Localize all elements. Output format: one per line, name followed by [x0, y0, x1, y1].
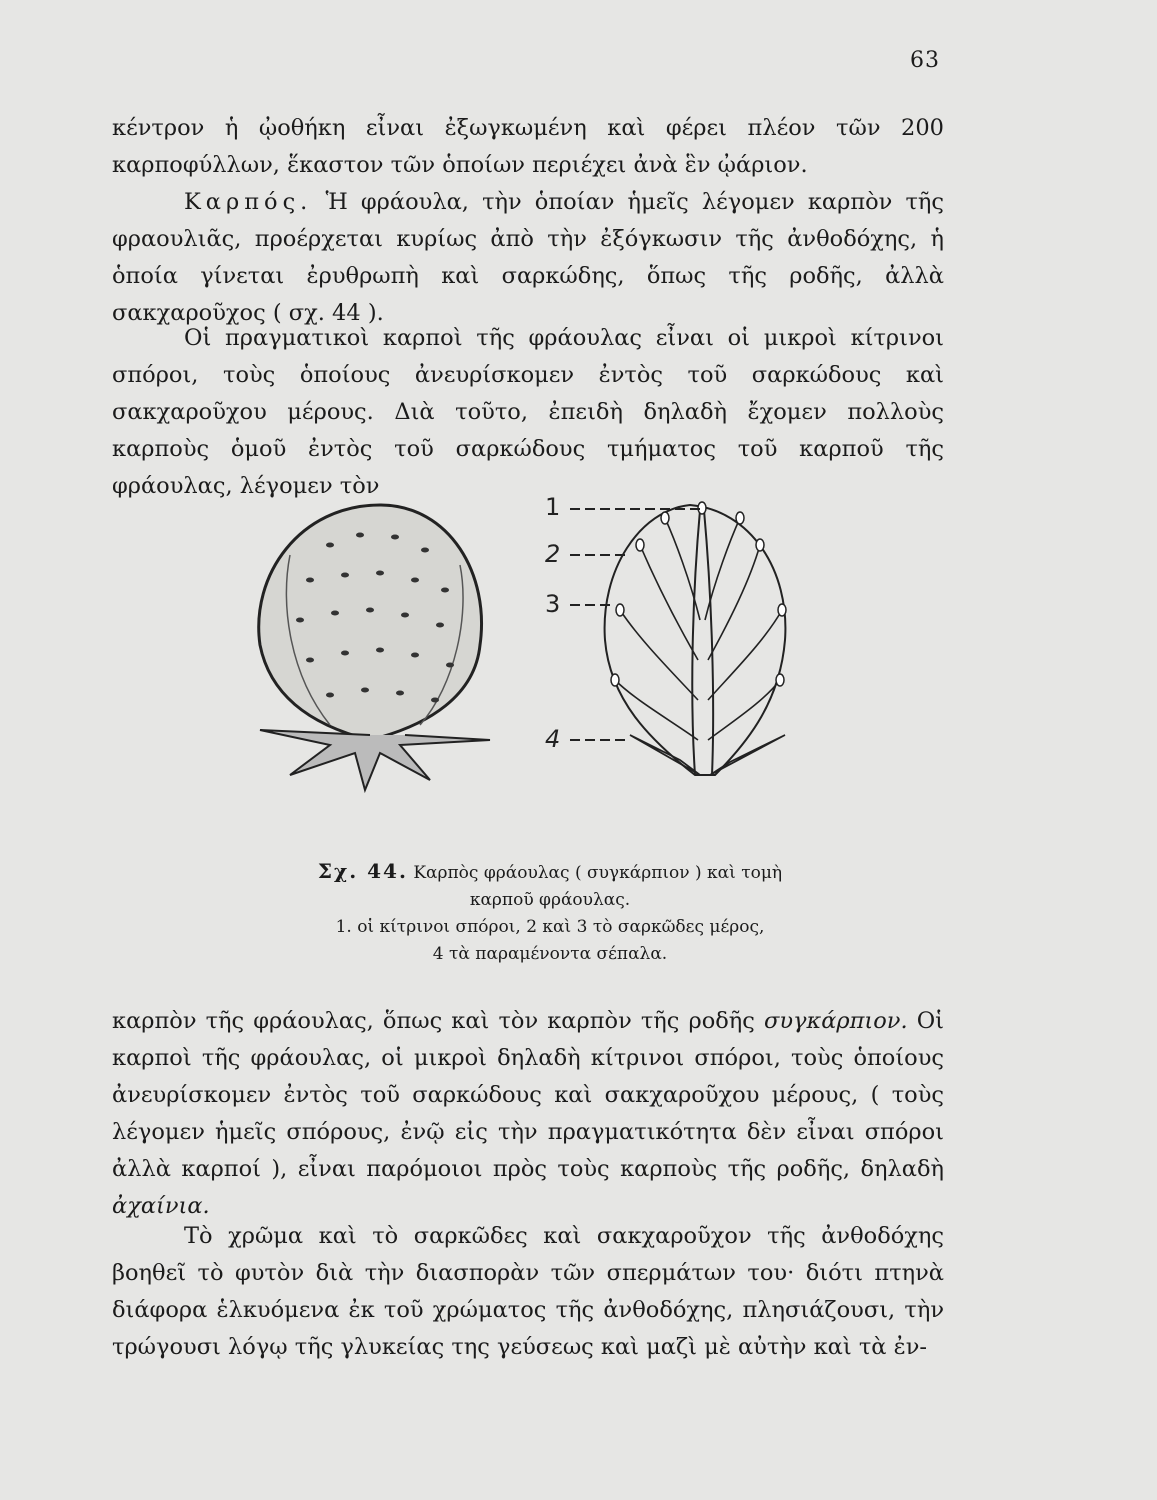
figure-caption	[150, 858, 950, 968]
caption-title: Σχ. 44.	[317, 859, 408, 883]
paragraph-2-body: Ἡ φράουλα, τὴν ὁποίαν ἡμεῖς λέγομεν καρπὸν τῆς φραουλιᾶς, προέρχεται κυρίως ἀπὸ τὴν ἐξόγκωσιν τῆς ἀνθοδόχης, ἡ ὁποία γίνεται ἐρυθρωπὴ καὶ σαρκώδης, ὅπως τῆς ροδῆς, ἀλλὰ σακχαροῦχος ( σχ. 44 ).	[112, 189, 944, 326]
caption-line-3: 1. οἱ κίτρινοι σπόροι, 2 καὶ 3 τὸ σαρκῶδες μέρος,	[335, 917, 765, 937]
caption-line-2: καρποῦ φράουλας.	[469, 890, 631, 910]
figure-label-4: 4	[545, 725, 561, 753]
page-number: 63	[910, 48, 940, 73]
figure-label-3: 3	[545, 590, 561, 618]
term-synkarpion: συγκάρπιον.	[763, 1008, 908, 1034]
caption-line-4: 4 τὰ παραμένοντα σέπαλα.	[432, 944, 668, 964]
paragraph-5: Τὸ χρῶμα καὶ τὸ σαρκῶδες καὶ σακχαροῦχον τῆς ἀνθοδόχης βοηθεῖ τὸ φυτὸν διὰ τὴν διασπορὰν τῶν σπερμάτων του· διότι πτηνὰ διάφορα ἑλκυόμενα ἐκ τοῦ χρώματος τῆς ἀνθοδόχης, πλησιάζουσι, τὴν τρώγουσι λόγῳ τῆς γλυκείας της γεύσεως καὶ μαζὶ μὲ αὐτὴν καὶ τὰ ἐν-	[112, 1223, 944, 1360]
term-achainia: ἀχαίνια.	[112, 1193, 210, 1219]
figure-strawberry	[230, 495, 850, 875]
paragraph-3: Οἱ πραγματικοὶ καρποὶ τῆς φράουλας εἶναι οἱ μικροὶ κίτρινοι σπόροι, τοὺς ὁποίους ἀνευρίσκομεν ἐντὸς τοῦ σαρκώδους καὶ σακχαροῦχου μέρους. Διὰ τοῦτο, ἐπειδὴ δηλαδὴ ἔχομεν πολλοὺς καρποὺς ὁμοῦ ἐντὸς τοῦ σαρκώδους τμήματος τοῦ καρποῦ τῆς φράουλας, λέγομεν τὸν	[112, 325, 944, 499]
figure-label-1: 1	[545, 493, 561, 521]
section-heading-karpos: Καρπός.	[184, 189, 313, 215]
paragraph-2	[112, 184, 944, 332]
paragraph-4: καρπὸν τῆς φράουλας, ὅπως καὶ τὸν καρπὸν τῆς ροδῆς συγκάρπιον. Οἱ καρποὶ τῆς φράουλας, οἱ μικροὶ δηλαδὴ κίτρινοι σπόροι, τοὺς ὁποίους ἀνευρίσκομεν ἐντὸς τοῦ σαρκώδους καὶ σακχαροῦχου μέρους, ( τοὺς λέγομεν ἡμεῖς σπόρους, ἐνῷ εἰς τὴν πραγματικότητα δὲν εἶναι σπόροι ἀλλὰ καρποί ), εἶναι παρόμοιοι πρὸς τοὺς καρποὺς τῆς ροδῆς, δηλαδὴ ἀχαίνια.	[112, 1008, 944, 1219]
figure-leader-lines	[230, 495, 850, 875]
paragraph-1: κέντρον ἡ ᾠοθήκη εἶναι ἐξωγκωμένη καὶ φέρει πλέον τῶν 200 καρποφύλλων, ἕκαστον τῶν ὁποίων περιέχει ἀνὰ ἓν ᾠάριον.	[112, 115, 944, 178]
caption-line-1: Σχ. 44. Καρπὸς φράουλας ( συγκάρπιον ) καὶ τομὴ	[317, 859, 783, 883]
figure-label-2: 2	[545, 540, 561, 568]
